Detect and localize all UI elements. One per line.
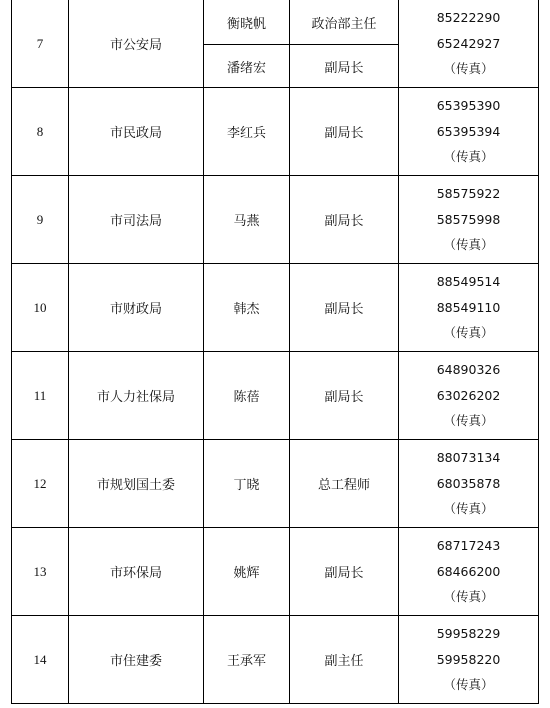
table-row bbox=[12, 440, 539, 528]
unit-cell: 市住建委 bbox=[69, 616, 204, 704]
phone-number: 68717243 bbox=[436, 538, 501, 554]
phone-number: 64890326 bbox=[436, 362, 501, 378]
title-cell: 政治部主任 bbox=[290, 0, 399, 45]
phone-cell bbox=[399, 176, 539, 264]
title-cell: 副主任 bbox=[290, 616, 399, 704]
unit-cell: 市规划国土委 bbox=[69, 440, 204, 528]
fax-label: （传真） bbox=[443, 325, 494, 341]
table-row bbox=[12, 352, 539, 440]
title-cell: 副局长 bbox=[290, 264, 399, 352]
phone-cell bbox=[399, 0, 539, 88]
unit-cell: 市财政局 bbox=[69, 264, 204, 352]
table-row bbox=[12, 176, 539, 264]
phone-number: 88549514 bbox=[436, 274, 501, 290]
row-number: 11 bbox=[12, 352, 69, 440]
table-row bbox=[12, 616, 539, 704]
fax-label: （传真） bbox=[443, 677, 494, 693]
phone-number: 68466200 bbox=[436, 563, 501, 579]
row-number: 14 bbox=[12, 616, 69, 704]
fax-label: （传真） bbox=[443, 589, 494, 605]
row-number: 8 bbox=[12, 88, 69, 176]
fax-label: （传真） bbox=[443, 61, 494, 77]
name-cell: 韩杰 bbox=[204, 264, 290, 352]
name-cell: 潘绪宏 bbox=[204, 45, 290, 88]
phone-number: 88073134 bbox=[436, 450, 501, 466]
title-cell: 副局长 bbox=[290, 352, 399, 440]
title-cell: 副局长 bbox=[290, 176, 399, 264]
phone-cell bbox=[399, 88, 539, 176]
phone-number: 59958229 bbox=[436, 626, 501, 642]
title-cell: 总工程师 bbox=[290, 440, 399, 528]
row-number: 9 bbox=[12, 176, 69, 264]
phone-number: 65242927 bbox=[436, 35, 501, 51]
table-row bbox=[12, 88, 539, 176]
table-row bbox=[12, 0, 539, 45]
title-cell: 副局长 bbox=[290, 528, 399, 616]
fax-label: （传真） bbox=[443, 149, 494, 165]
contact-table bbox=[11, 0, 539, 704]
fax-label: （传真） bbox=[443, 237, 494, 253]
phone-cell bbox=[399, 440, 539, 528]
name-cell: 陈蓓 bbox=[204, 352, 290, 440]
phone-number: 59958220 bbox=[436, 651, 501, 667]
title-cell: 副局长 bbox=[290, 45, 399, 88]
name-cell: 马燕 bbox=[204, 176, 290, 264]
unit-cell: 市人力社保局 bbox=[69, 352, 204, 440]
unit-cell: 市民政局 bbox=[69, 88, 204, 176]
phone-number: 63026202 bbox=[436, 387, 501, 403]
phone-number: 65395394 bbox=[436, 123, 501, 139]
table-row bbox=[12, 264, 539, 352]
unit-cell: 市环保局 bbox=[69, 528, 204, 616]
name-cell: 衡晓帆 bbox=[204, 0, 290, 45]
name-cell: 李红兵 bbox=[204, 88, 290, 176]
name-cell: 姚辉 bbox=[204, 528, 290, 616]
phone-number: 58575922 bbox=[436, 186, 501, 202]
name-cell: 丁晓 bbox=[204, 440, 290, 528]
row-number: 12 bbox=[12, 440, 69, 528]
row-number: 13 bbox=[12, 528, 69, 616]
unit-cell: 市公安局 bbox=[69, 0, 204, 88]
fax-label: （传真） bbox=[443, 413, 494, 429]
phone-number: 85222290 bbox=[436, 10, 501, 26]
phone-cell bbox=[399, 616, 539, 704]
fax-label: （传真） bbox=[443, 501, 494, 517]
phone-number: 65395390 bbox=[436, 98, 501, 114]
phone-cell bbox=[399, 528, 539, 616]
phone-cell bbox=[399, 264, 539, 352]
unit-cell: 市司法局 bbox=[69, 176, 204, 264]
row-number: 7 bbox=[12, 0, 69, 88]
phone-number: 88549110 bbox=[436, 299, 501, 315]
row-number: 10 bbox=[12, 264, 69, 352]
phone-cell bbox=[399, 352, 539, 440]
name-cell: 王承军 bbox=[204, 616, 290, 704]
phone-number: 68035878 bbox=[436, 475, 501, 491]
title-cell: 副局长 bbox=[290, 88, 399, 176]
phone-number: 58575998 bbox=[436, 211, 501, 227]
table-row bbox=[12, 528, 539, 616]
